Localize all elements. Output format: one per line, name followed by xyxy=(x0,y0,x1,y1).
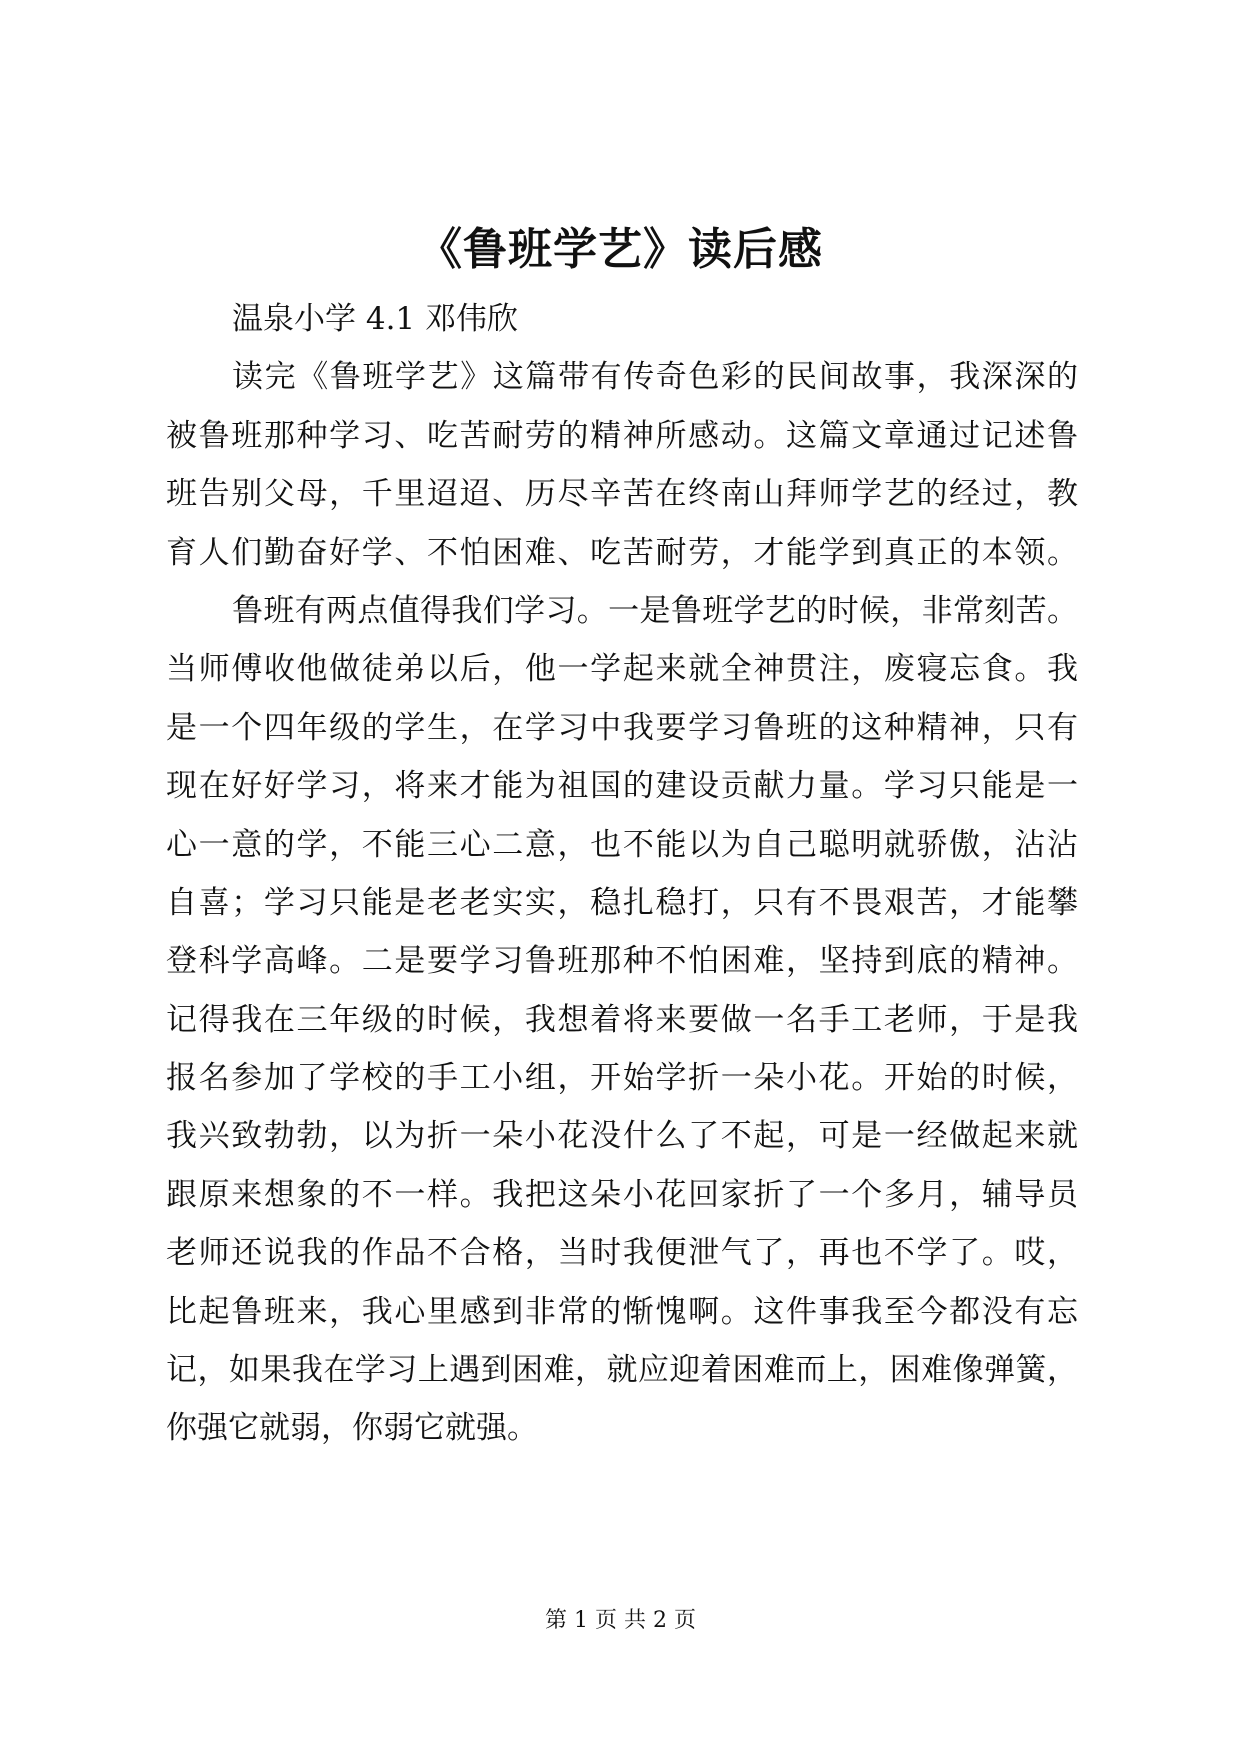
paragraph-line: 现在好好学习，将来才能为祖国的建设贡献力量。学习只能是一 xyxy=(166,768,1078,805)
paragraph-line: 自喜；学习只能是老老实实，稳扎稳打，只有不畏艰苦，才能攀 xyxy=(166,884,1078,921)
paragraph-line: 育人们勤奋好学、不怕困难、吃苦耐劳，才能学到真正的本领。 xyxy=(166,534,1078,571)
paragraph-line: 报名参加了学校的手工小组，开始学折一朵小花。开始的时候， xyxy=(166,1060,1078,1097)
paragraph-line: 被鲁班那种学习、吃苦耐劳的精神所感动。这篇文章通过记述鲁 xyxy=(166,417,1078,454)
paragraph-line: 当师傅收他做徒弟以后，他一学起来就全神贯注，废寝忘食。我 xyxy=(166,651,1078,688)
paragraph-line: 班告别父母，千里迢迢、历尽辛苦在终南山拜师学艺的经过，教 xyxy=(166,476,1078,513)
paragraph-line: 我兴致勃勃，以为折一朵小花没什么了不起，可是一经做起来就 xyxy=(166,1118,1078,1155)
paragraph-line: 登科学高峰。二是要学习鲁班那种不怕困难，坚持到底的精神。 xyxy=(166,943,1078,980)
paragraph-line: 是一个四年级的学生，在学习中我要学习鲁班的这种精神，只有 xyxy=(166,709,1078,746)
byline: 温泉小学 4.1 邓伟欣 xyxy=(232,301,519,337)
document-title: 《鲁班学艺》读后感 xyxy=(418,224,823,275)
paragraph-line: 心一意的学，不能三心二意，也不能以为自己聪明就骄傲，沾沾 xyxy=(166,826,1078,863)
paragraph-line: 记，如果我在学习上遇到困难，就应迎着困难而上，困难像弹簧， xyxy=(166,1352,1078,1389)
paragraph-line: 读完《鲁班学艺》这篇带有传奇色彩的民间故事，我深深的 xyxy=(232,359,1078,396)
paragraph-line: 跟原来想象的不一样。我把这朵小花回家折了一个多月，辅导员 xyxy=(166,1176,1078,1213)
document-body xyxy=(166,290,1078,1458)
paragraph-line: 鲁班有两点值得我们学习。一是鲁班学艺的时候，非常刻苦。 xyxy=(232,592,1078,629)
paragraph-line: 记得我在三年级的时候，我想着将来要做一名手工老师，于是我 xyxy=(166,1001,1078,1038)
page-indicator: 第 1 页 共 2 页 xyxy=(545,1608,696,1633)
paragraph-line: 比起鲁班来，我心里感到非常的惭愧啊。这件事我至今都没有忘 xyxy=(166,1293,1078,1330)
paragraph-line: 你强它就弱，你弱它就强。 xyxy=(166,1410,538,1447)
paragraph-line: 老师还说我的作品不合格，当时我便泄气了，再也不学了。哎， xyxy=(166,1235,1078,1272)
